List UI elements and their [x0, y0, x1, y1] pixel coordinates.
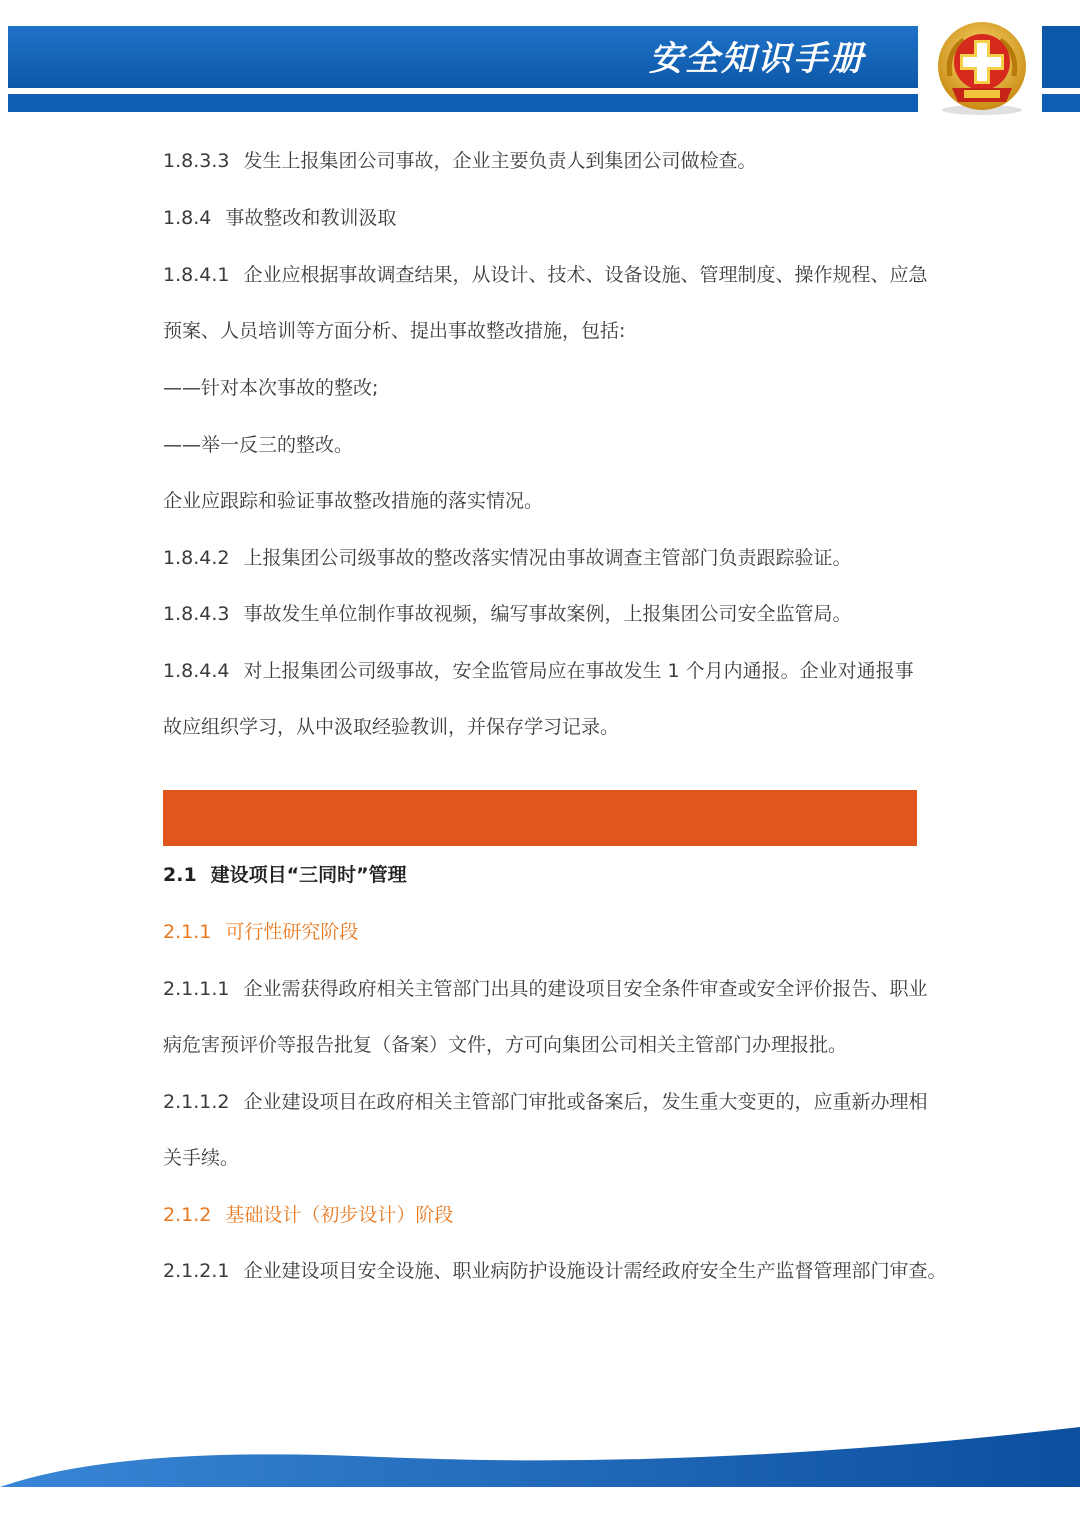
paragraph-1-8-4-4-cont: 故应组织学习，从中汲取经验教训，并保存学习记录。 [163, 716, 620, 738]
paragraph-1-8-4-3: 1.8.4.3 事故发生单位制作事故视频，编写事故案例，上报集团公司安全监管局。 [163, 603, 852, 625]
heading-2-1-2: 2.1.2 基础设计（初步设计）阶段 [163, 1204, 454, 1226]
footer-wave [0, 1415, 1080, 1527]
paragraph-1-8-3-3: 1.8.3.3 发生上报集团公司事故，企业主要负责人到集团公司做检查。 [163, 150, 757, 172]
heading-1-8-4: 1.8.4 事故整改和教训汲取 [163, 207, 397, 229]
paragraph-1-8-4-1-cont: 预案、人员培训等方面分析、提出事故整改措施，包括: [163, 320, 626, 342]
paragraph-1-8-4-4: 1.8.4.4 对上报集团公司级事故，安全监管局应在事故发生 1 个月内通报。企业对通报事 [163, 660, 914, 682]
header-underline-bar [8, 94, 918, 112]
paragraph-2-1-1-1: 2.1.1.1 企业需获得政府相关主管部门出具的建设项目安全条件审查或安全评价报告、职业 [163, 978, 928, 1000]
paragraph-1-8-4-2: 1.8.4.2 上报集团公司级事故的整改落实情况由事故调查主管部门负责跟踪验证。 [163, 547, 852, 569]
header-right-bar [1042, 26, 1080, 88]
paragraph-1-8-4-1: 1.8.4.1 企业应根据事故调查结果，从设计、技术、设备设施、管理制度、操作规程、应急 [163, 264, 928, 286]
paragraph-2-1-1-2-cont: 关手续。 [163, 1147, 240, 1169]
paragraph-2-1-1-2: 2.1.1.2 企业建设项目在政府相关主管部门审批或备案后，发生重大变更的，应重新办理相 [163, 1091, 928, 1113]
dash-item-2: ——举一反三的整改。 [163, 434, 354, 456]
dash-item-1: ——针对本次事故的整改; [163, 377, 379, 399]
header-right-underline-bar [1042, 94, 1080, 112]
handbook-title: 安全知识手册 [649, 39, 865, 79]
paragraph-2-1-2-1: 2.1.2.1 企业建设项目安全设施、职业病防护设施设计需经政府安全生产监督管理部门审查。 [163, 1260, 947, 1282]
heading-2-1-1: 2.1.1 可行性研究阶段 [163, 921, 359, 943]
heading-2-1: 2.1 建设项目“三同时”管理 [163, 864, 407, 886]
section-banner [163, 790, 917, 846]
paragraph-tracking: 企业应跟踪和验证事故整改措施的落实情况。 [163, 490, 544, 512]
paragraph-2-1-1-1-cont: 病危害预评价等报告批复（备案）文件，方可向集团公司相关主管部门办理报批。 [163, 1034, 848, 1056]
safety-emblem-icon [928, 18, 1036, 116]
